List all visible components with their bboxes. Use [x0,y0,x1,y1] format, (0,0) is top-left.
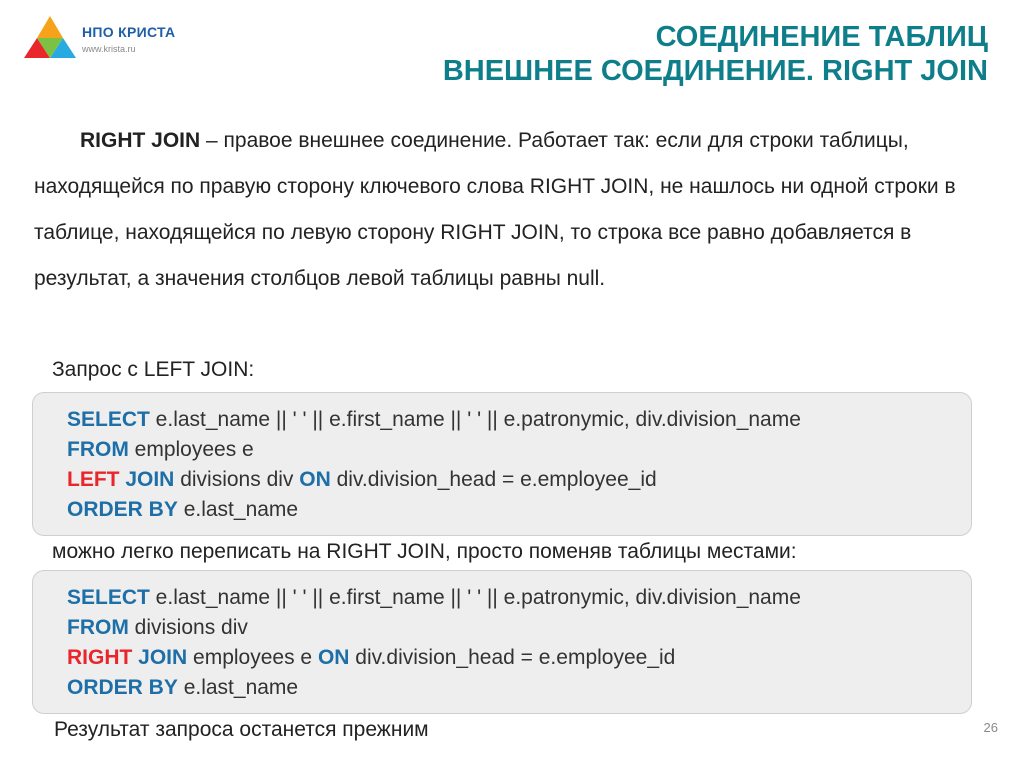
code-keyword: SELECT [67,586,150,609]
code-keyword: ON [317,646,350,669]
label-result: Результат запроса останется прежним [54,718,429,741]
code-text: employees e [128,438,254,461]
code-text: divisions div [128,616,248,639]
label-rewrite-right-join: можно легко переписать на RIGHT JOIN, просто поменяв таблицы местами: [52,540,797,563]
code-text: e.last_name || ' ' || e.first_name || ' ' || e.patronymic, div.division_name [149,586,801,609]
code-keyword: ORDER BY [67,676,178,699]
label-left-join: Запрос с LEFT JOIN: [52,358,255,381]
title-line-2: ВНЕШНЕЕ СОЕДИНЕНИЕ. RIGHT JOIN [442,55,988,87]
code-line [67,613,248,643]
page-number: 26 [983,720,998,735]
company-logo [22,14,202,64]
code-text: e.last_name || ' ' || e.first_name || ' ' || e.patronymic, div.division_name [149,408,801,431]
code-line [67,435,254,465]
code-line [67,405,801,435]
logo-url: www.krista.ru [82,44,136,54]
code-keyword: ON [299,468,331,491]
code-keyword-join-type: LEFT [67,468,120,491]
code-block-left-join [32,392,972,536]
intro-text: – правое внешнее соединение. Работает так: если для строки таблицы, находящейся по правую сторону ключевого слова RIGHT JOIN, не нашлось ни одной строки в таблице, находящейся по левую сторону RIGHT JOIN, то строка все равно добавляется в результат, а значения столбцов левой таблицы равны null. [34,129,956,290]
code-line [67,643,675,673]
code-keyword: SELECT [67,408,150,431]
code-block-right-join [32,570,972,714]
code-line [67,465,657,495]
intro-paragraph [34,118,984,302]
code-keyword: ORDER BY [67,498,178,521]
code-text: e.last_name [177,676,299,699]
code-text: div.division_head = e.employee_id [330,468,657,491]
logo-name: НПО КРИСТА [82,24,176,40]
code-text: divisions div [174,468,300,491]
intro-term: RIGHT JOIN [80,129,201,152]
code-keyword-join-type: RIGHT [67,646,133,669]
logo-triangles-icon [22,14,78,58]
slide-title [443,20,988,88]
code-line [67,495,298,525]
code-text: div.division_head = e.employee_id [349,646,676,669]
code-keyword: JOIN [119,468,175,491]
code-text: employees e [187,646,318,669]
code-text: e.last_name [177,498,299,521]
code-keyword: JOIN [132,646,188,669]
code-keyword: FROM [67,616,129,639]
code-line [67,673,298,703]
code-keyword: FROM [67,438,129,461]
title-line-1: СОЕДИНЕНИЕ ТАБЛИЦ [655,21,988,53]
code-line [67,583,801,613]
